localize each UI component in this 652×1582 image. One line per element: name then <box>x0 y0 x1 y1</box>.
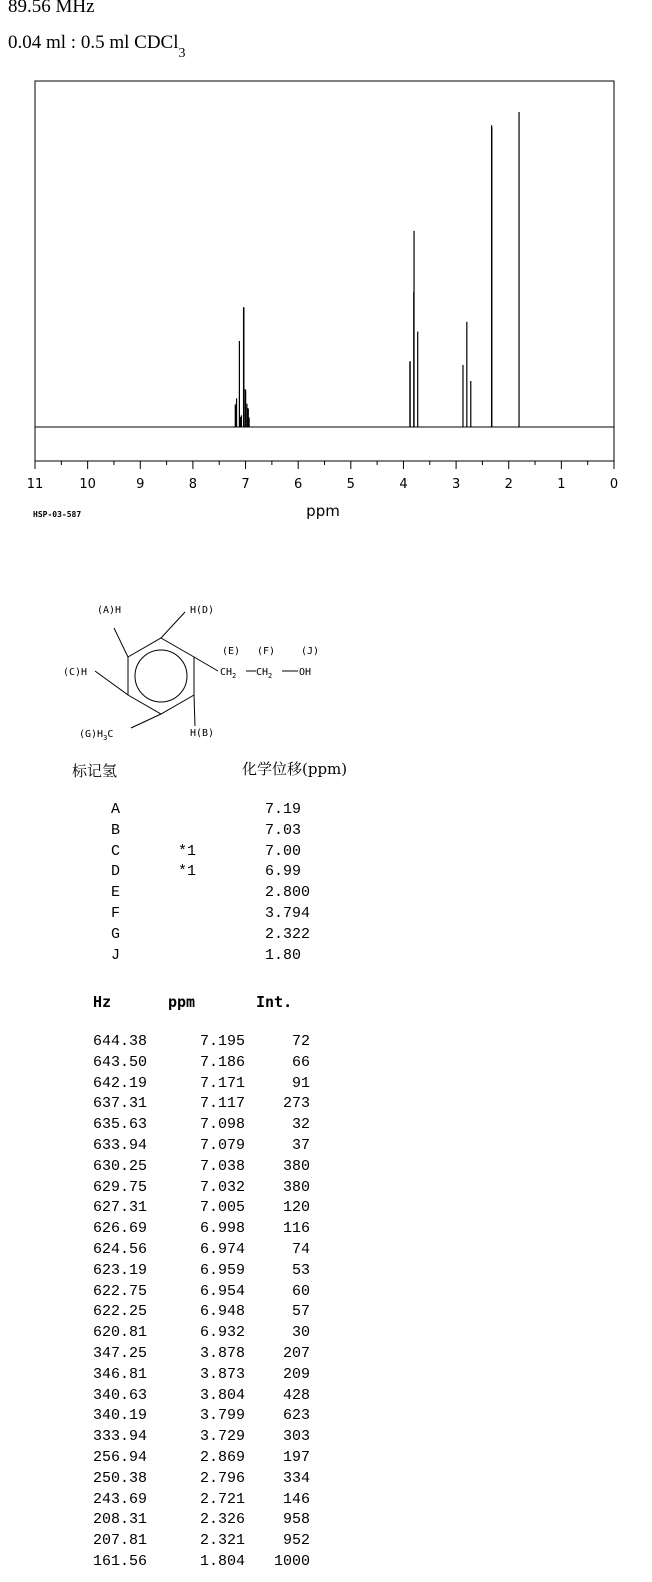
peak-ppm: 7.117 <box>199 1095 245 1113</box>
peak-hz: 346.81 <box>92 1365 147 1383</box>
peak-header-ppm: ppm <box>168 993 196 1011</box>
peak-int: 66 <box>291 1053 310 1071</box>
peak-hz: 256.94 <box>92 1448 147 1466</box>
sample-subscript: 3 <box>178 46 186 61</box>
peak-row <box>83 1427 313 1448</box>
peak-int: 958 <box>282 1511 310 1529</box>
peak-int: 303 <box>282 1428 310 1446</box>
peak-hz: 623.19 <box>92 1261 147 1279</box>
peak-ppm: 6.974 <box>199 1240 245 1258</box>
peak-int: 380 <box>282 1157 310 1175</box>
peak-group <box>235 112 519 427</box>
assignment-shift: 1.80 <box>265 946 302 964</box>
x-tick-label: 4 <box>399 477 408 492</box>
peak-ppm: 3.799 <box>199 1407 245 1425</box>
assignment-shift: 7.03 <box>265 821 302 839</box>
peak-hz: 250.38 <box>92 1469 147 1487</box>
x-tick-label: 10 <box>79 477 96 492</box>
peak-row <box>83 1282 313 1303</box>
tick-label-group <box>27 477 618 492</box>
assignment-shift: 2.322 <box>265 925 311 943</box>
peak-int: 209 <box>282 1365 310 1383</box>
label-f: (F) <box>257 646 276 657</box>
assignment-shift: 7.00 <box>265 842 302 860</box>
x-tick-label: 9 <box>136 477 145 492</box>
assignment-note: *1 <box>178 842 197 860</box>
peak-hz: 622.25 <box>92 1303 147 1321</box>
peak-hz: 643.50 <box>92 1053 147 1071</box>
peak-ppm: 2.796 <box>199 1469 245 1487</box>
peak-ppm: 3.878 <box>199 1344 245 1362</box>
nmr-spectrum-chart <box>0 0 652 530</box>
peak-row <box>83 1448 313 1469</box>
assignment-label: D <box>111 863 121 881</box>
label-ch2-e: $CH_2$ <box>220 667 237 680</box>
peak-int: 32 <box>291 1116 310 1134</box>
peak-int: 53 <box>291 1261 310 1279</box>
peak-int: 74 <box>291 1240 310 1258</box>
x-tick-label: 0 <box>609 477 619 492</box>
peak-int: 197 <box>282 1448 310 1466</box>
peak-hz: 347.25 <box>92 1344 147 1362</box>
x-tick-label: 2 <box>504 477 513 492</box>
peak-row <box>83 1219 313 1240</box>
peak-row <box>83 1552 313 1573</box>
peak-row <box>83 1240 313 1261</box>
x-tick-label: 7 <box>241 477 250 492</box>
assignment-label: C <box>111 842 121 860</box>
molecule-structure <box>0 590 340 750</box>
peak-row <box>83 1386 313 1407</box>
peak-int: 952 <box>282 1532 310 1550</box>
x-axis-title: ppm <box>306 502 340 520</box>
peak-ppm: 7.005 <box>199 1199 245 1217</box>
peak-ppm: 2.326 <box>199 1511 245 1529</box>
peak-hz: 208.31 <box>92 1511 147 1529</box>
sample-text: 0.04 ml : 0.5 ml CDCl <box>8 32 179 53</box>
peak-int: 30 <box>291 1324 310 1342</box>
assignment-shift: 6.99 <box>265 863 302 881</box>
peak-hz: 633.94 <box>92 1136 147 1154</box>
peak-int: 37 <box>291 1136 310 1154</box>
peak-ppm: 7.032 <box>199 1178 245 1196</box>
peak-ppm: 3.729 <box>199 1428 245 1446</box>
peak-ppm: 7.038 <box>199 1157 245 1175</box>
label-a: (A)H <box>97 605 122 616</box>
peak-hz: 637.31 <box>92 1095 147 1113</box>
peak-ppm: 3.873 <box>199 1365 245 1383</box>
bond-d <box>161 612 185 638</box>
x-tick-label: 6 <box>294 477 303 492</box>
peak-row <box>83 1178 313 1199</box>
benzene-ring <box>128 638 194 714</box>
assignment-label: B <box>111 821 121 839</box>
peak-header-int: Int. <box>256 993 293 1011</box>
bond-b <box>194 695 195 726</box>
peak-hz: 629.75 <box>92 1178 147 1196</box>
assignment-shift: 7.19 <box>265 801 302 818</box>
assignment-label: F <box>111 904 121 922</box>
peak-row <box>83 1115 313 1136</box>
peak-int: 60 <box>291 1282 310 1300</box>
assignment-header-shift: 化学位移(ppm) <box>242 760 348 778</box>
plot-frame <box>35 81 614 461</box>
peak-hz: 644.38 <box>92 1033 147 1050</box>
peak-row <box>83 1406 313 1427</box>
peak-row <box>83 1261 313 1282</box>
peak-hz: 333.94 <box>92 1428 147 1446</box>
x-tick-label: 8 <box>188 477 198 492</box>
peak-hz: 635.63 <box>92 1116 147 1134</box>
bond-g <box>131 714 161 728</box>
peak-ppm: 6.998 <box>199 1220 245 1238</box>
peak-row <box>83 1136 313 1157</box>
peak-row <box>83 1344 313 1365</box>
aromatic-circle <box>135 650 187 702</box>
peak-int: 623 <box>282 1407 310 1425</box>
peak-ppm: 2.321 <box>199 1532 245 1550</box>
assignment-shift: 3.794 <box>265 904 311 922</box>
label-e: (E) <box>222 646 241 657</box>
peak-int: 207 <box>282 1344 310 1362</box>
peak-int: 116 <box>282 1220 310 1238</box>
peak-hz: 627.31 <box>92 1199 147 1217</box>
peak-row <box>83 1198 313 1219</box>
spectrometer-frequency: 89.56 MHz <box>8 0 95 17</box>
peak-ppm: 2.869 <box>199 1448 245 1466</box>
peak-hz: 243.69 <box>92 1490 147 1508</box>
bond-c <box>95 671 128 695</box>
x-tick-label: 3 <box>451 477 461 492</box>
peak-int: 380 <box>282 1178 310 1196</box>
assignment-label: J <box>111 946 121 964</box>
peak-hz: 622.75 <box>92 1282 147 1300</box>
peak-ppm: 6.959 <box>199 1261 245 1279</box>
peak-hz: 624.56 <box>92 1240 147 1258</box>
peak-int: 120 <box>282 1199 310 1217</box>
peak-row <box>83 1469 313 1490</box>
peak-int: 334 <box>282 1469 310 1487</box>
x-tick-label: 1 <box>557 477 566 492</box>
label-b: H(B) <box>190 728 215 739</box>
peak-row <box>83 1323 313 1344</box>
peak-ppm: 7.098 <box>199 1116 245 1134</box>
assignment-note: *1 <box>178 863 197 881</box>
peak-int: 146 <box>282 1490 310 1508</box>
assignment-label: G <box>111 925 121 943</box>
peak-ppm: 6.932 <box>199 1324 245 1342</box>
peak-row <box>83 1510 313 1531</box>
peak-hz: 630.25 <box>92 1157 147 1175</box>
peak-hz: 161.56 <box>92 1552 147 1570</box>
peak-table <box>83 1032 313 1573</box>
peak-ppm: 2.721 <box>199 1490 245 1508</box>
x-tick-label: 5 <box>346 477 355 492</box>
peak-ppm: 7.195 <box>199 1033 245 1050</box>
peak-hz: 642.19 <box>92 1074 147 1092</box>
spectrum-id: HSP-03-587 <box>33 510 82 519</box>
peak-row <box>83 1490 313 1511</box>
assignment-label: E <box>111 884 121 902</box>
peak-ppm: 7.186 <box>199 1053 245 1071</box>
label-oh: OH <box>299 667 312 678</box>
peak-row <box>83 1157 313 1178</box>
peak-int: 72 <box>291 1033 310 1050</box>
peak-int: 91 <box>291 1074 310 1092</box>
peak-row <box>83 1094 313 1115</box>
peak-ppm: 6.948 <box>199 1303 245 1321</box>
bond-e <box>194 657 218 671</box>
label-j: (J) <box>301 646 320 657</box>
peak-int: 428 <box>282 1386 310 1404</box>
peak-hz: 340.63 <box>92 1386 147 1404</box>
x-tick-label: 11 <box>26 477 44 492</box>
peak-row <box>83 1032 313 1053</box>
peak-int: 1000 <box>273 1552 310 1570</box>
assignment-header-label: 标记氢 <box>72 762 118 780</box>
label-g: $(G)H_3C$ <box>79 729 114 742</box>
peak-int: 57 <box>291 1303 310 1321</box>
peak-hz: 340.19 <box>92 1407 147 1425</box>
peak-ppm: 7.171 <box>199 1074 245 1092</box>
peak-ppm: 6.954 <box>199 1282 245 1300</box>
peak-ppm: 3.804 <box>199 1386 245 1404</box>
bond-a <box>114 628 128 657</box>
label-d: H(D) <box>190 605 215 616</box>
assignment-label: A <box>111 801 121 818</box>
peak-ppm: 1.804 <box>199 1552 245 1570</box>
peak-hz: 620.81 <box>92 1324 147 1342</box>
peak-hz: 207.81 <box>92 1532 147 1550</box>
peak-int: 273 <box>282 1095 310 1113</box>
peak-hz: 626.69 <box>92 1220 147 1238</box>
assignment-shift: 2.800 <box>265 884 311 902</box>
peak-row <box>83 1302 313 1323</box>
peak-ppm: 7.079 <box>199 1136 245 1154</box>
peak-row <box>83 1053 313 1074</box>
label-c: (C)H <box>63 667 88 678</box>
label-ch2-f: $CH_2$ <box>256 667 273 680</box>
peak-row <box>83 1531 313 1552</box>
peak-row <box>83 1074 313 1095</box>
peak-row <box>83 1365 313 1386</box>
peak-header-hz: Hz <box>93 993 112 1011</box>
